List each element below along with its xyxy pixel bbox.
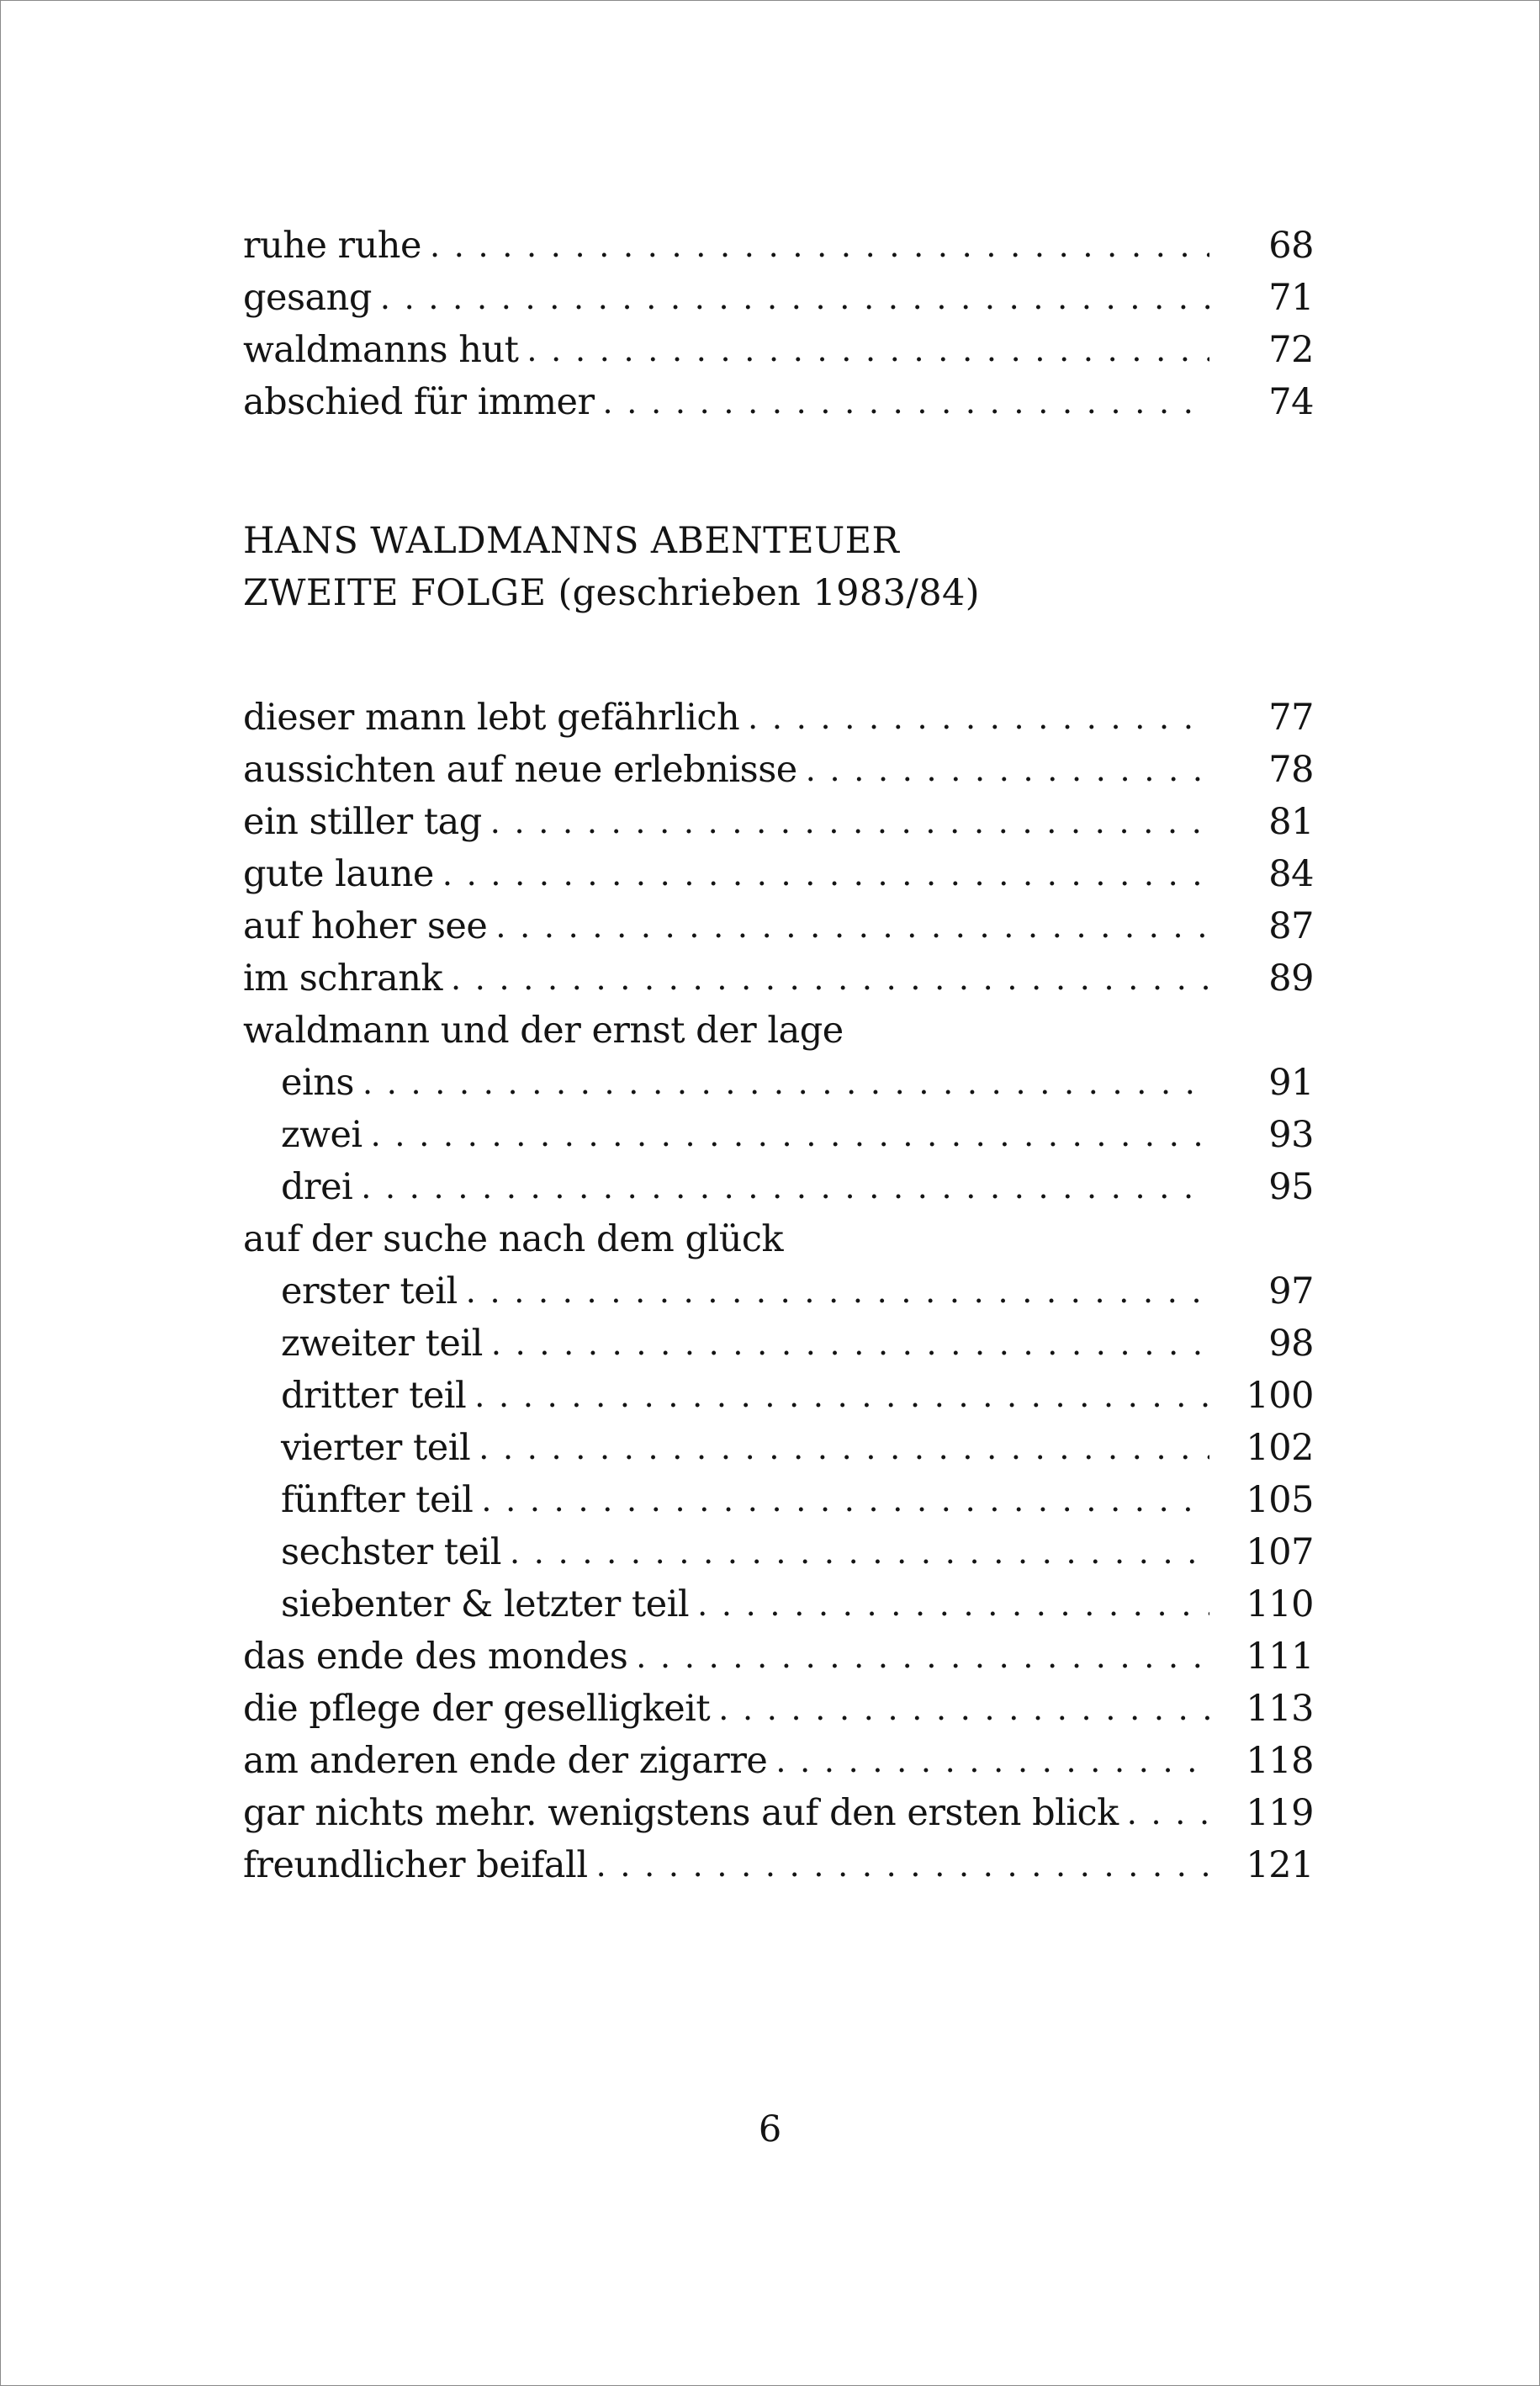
toc-entry-title: waldmann und der ernst der lage [243,1010,844,1052]
toc-entry-title: abschied für immer [243,381,595,423]
toc-entry [243,1052,1314,1105]
toc-entry [243,948,1314,1000]
toc-entry-page: 89 [1268,957,1314,999]
toc-entry-page: 102 [1246,1427,1314,1469]
toc-entry [243,1731,1314,1783]
toc-entry-title: im schrank [243,957,442,999]
toc-dot-leader [527,328,1209,372]
toc-entry-page: 110 [1246,1583,1314,1625]
toc-entry-page: 93 [1268,1114,1314,1156]
toc-entry-page: 77 [1268,697,1314,739]
toc-entry-title: siebenter & letzter teil [281,1583,690,1625]
toc-dot-leader [430,224,1209,268]
toc-entry-title: fünfter teil [281,1479,474,1521]
toc-dot-leader [603,380,1209,424]
toc-entry-title: auf der suche nach dem glück [243,1218,784,1260]
toc-dot-leader [806,748,1209,792]
toc-entry [243,1626,1314,1678]
toc-dot-leader [363,1061,1209,1105]
toc-entry-page: 84 [1268,853,1314,895]
toc-entry [243,1365,1314,1418]
toc-entry [243,268,1314,320]
toc-entry [243,687,1314,740]
section-heading [243,515,1314,619]
toc-entry-title: waldmanns hut [243,329,519,371]
toc-entry-page: 91 [1268,1062,1314,1104]
toc-entry-title: am anderen ende der zigarre [243,1740,768,1782]
toc-entry [243,1522,1314,1574]
toc-list-main [243,687,1314,1887]
toc-entry [243,1157,1314,1209]
toc-entry [243,1470,1314,1522]
toc-entry-page: 121 [1246,1844,1314,1886]
toc-entry-page: 87 [1268,905,1314,947]
toc-entry-page: 95 [1268,1166,1314,1208]
toc-entry [243,740,1314,792]
toc-dot-leader [775,1739,1209,1783]
toc-entry-page: 111 [1246,1636,1314,1678]
toc-entry-title: gesang [243,277,372,319]
toc-entry-title: zwei [281,1114,363,1156]
toc-entry-title: auf hoher see [243,905,488,947]
toc-dot-leader [479,1426,1209,1470]
toc-entry-page: 68 [1268,225,1314,267]
toc-dot-leader [371,1113,1209,1157]
toc-entry-title: drei [281,1166,353,1208]
toc-entry [243,1105,1314,1157]
toc-entry [243,320,1314,372]
toc-entry-page: 119 [1246,1792,1314,1834]
section-heading-line-2 [243,567,1314,619]
toc-entry-title: das ende des mondes [243,1636,628,1678]
toc-entry-title: ruhe ruhe [243,225,421,267]
toc-dot-leader [481,1478,1209,1522]
toc-entry [243,896,1314,948]
toc-entry-title: gar nichts mehr. wenigstens auf den ersten blick [243,1792,1119,1834]
toc-dot-leader [510,1530,1209,1574]
toc-entry-title: sechster teil [281,1531,502,1573]
toc-entry-title: die pflege der geselligkeit [243,1688,711,1730]
toc-entry [243,1678,1314,1731]
toc-entry-title: vierter teil [281,1427,471,1469]
toc-entry-page: 74 [1268,381,1314,423]
section-heading-caps: ZWEITE FOLGE [243,572,547,614]
page-number: 6 [758,2108,782,2150]
toc-entry-title: dieser mann lebt gefährlich [243,697,740,739]
toc-entry [243,1261,1314,1313]
toc-entry [243,1418,1314,1470]
toc-entry [243,1313,1314,1365]
toc-dot-leader [636,1635,1209,1678]
toc-entry-page: 118 [1246,1740,1314,1782]
toc-list-top [243,215,1314,424]
toc-entry-page: 100 [1246,1375,1314,1417]
toc-dot-leader [718,1687,1209,1731]
toc-entry-page: 97 [1268,1270,1314,1312]
toc-dot-leader [451,957,1209,1000]
toc-entry-title: erster teil [281,1270,458,1312]
toc-entry-page: 98 [1268,1323,1314,1365]
toc-entry [243,372,1314,424]
toc-entry [243,215,1314,268]
toc-entry-title: aussichten auf neue erlebnisse [243,749,797,791]
toc-dot-leader [495,904,1209,948]
toc-dot-leader [697,1583,1209,1626]
toc-entry [243,1783,1314,1835]
toc-entry-title: ein stiller tag [243,801,482,843]
toc-dot-leader [474,1374,1209,1418]
toc-entry [243,792,1314,844]
toc-entry [243,844,1314,896]
toc-entry-title: dritter teil [281,1375,467,1417]
toc-entry-title: eins [281,1062,354,1104]
toc-entry [243,1574,1314,1626]
toc-dot-leader [491,1322,1209,1365]
toc-entry [243,1209,1314,1261]
toc-entry-page: 113 [1246,1688,1314,1730]
toc-entry [243,1000,1314,1052]
toc-dot-leader [442,852,1209,896]
toc-entry-title: freundlicher beifall [243,1844,588,1886]
toc-dot-leader [361,1165,1209,1209]
toc-dot-leader [596,1843,1209,1887]
toc-dot-leader [748,696,1209,740]
toc-entry-page: 81 [1268,801,1314,843]
toc-dot-leader [466,1270,1209,1313]
toc-dot-leader [1127,1791,1209,1835]
toc-dot-leader [490,800,1209,844]
section-heading-note: (geschrieben 1983/84) [546,572,980,614]
toc-entry-page: 72 [1268,329,1314,371]
section-heading-line-1: HANS WALDMANNS ABENTEUER [243,520,900,562]
toc-entry-page: 78 [1268,749,1314,791]
toc-dot-leader [380,276,1209,320]
toc-entry-page: 105 [1246,1479,1314,1521]
toc-entry-page: 107 [1246,1531,1314,1573]
toc-entry-title: zweiter teil [281,1323,483,1365]
toc-entry [243,1835,1314,1887]
toc-entry-page: 71 [1268,277,1314,319]
toc-entry-title: gute laune [243,853,434,895]
